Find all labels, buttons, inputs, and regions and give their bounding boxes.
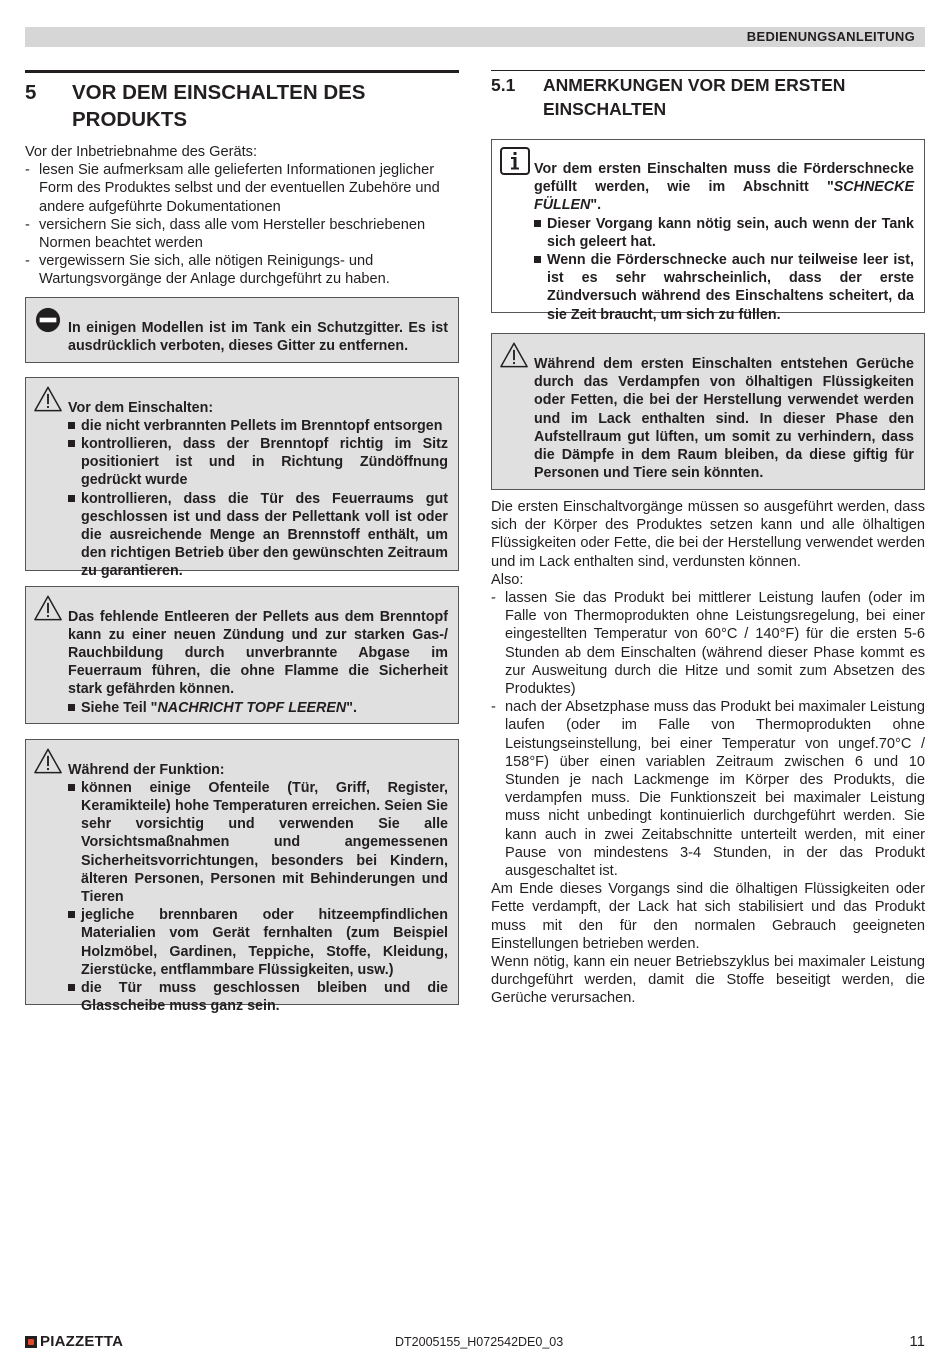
warning-icon (34, 595, 62, 621)
document-number: DT2005155_H072542DE0_03 (395, 1335, 564, 1349)
list-item: - lassen Sie das Produkt bei mittlerer Leistung laufen (oder im Falle von Thermoprodukten ohne Leistungsregelung, bei einer eingestellten Temperatur von 60°C / 140°F) für die ersten 5-6 Stunden ab dem Einschalten (während dieser Phase kommt es zur Ausweitung durch die Hitze und somit zum Absetzen des Produktes) (491, 589, 925, 698)
list-item: - nach der Absetzphase muss das Produkt bei maximaler Leistung laufen (oder im Falle von Thermoprodukten ohne Leistungseinstellung, bei einer Temperatur von ungef.70°C / 158°F) über einen variablen Zeitraum zwischen 6 und 10 Stunden je nach Lackmenge im Körper des Produkts, die verdampfen muss. Die Funktionszeit bei maximaler Leistung muss nicht unbedingt kontinuierlich durchgeführt werden. Sie kann auch in zwei Zeitabschnitte unterteilt werden, mit einer Pause von mindestens 3-4 Stunden, in der das Produkt ausgeschaltet ist. (491, 698, 925, 880)
ref-suffix: ". (346, 699, 357, 716)
brand-logo (25, 1333, 123, 1350)
list-item: können einige Ofenteile (Tür, Griff, Register, Keramikteile) hohe Temperaturen erreichen. Seien Sie sehr vorsichtig und verwenden Sie alle Vorsichtsmaßnahmen und angemessenen Sicherheitsvorrichtungen, besonders bei Kindern, älteren Personen, Personen mit Behinderungen und Tieren (68, 779, 448, 906)
list-item: - vergewissern Sie sich, alle nötigen Reinigungs- und Wartungsvorgänge der Anlage durchgeführt zu haben. (25, 252, 459, 288)
section-number: 5.1 (491, 75, 516, 95)
procedure-list (491, 589, 925, 880)
warning-box-empty-pot (25, 586, 459, 724)
list-item: die Tür muss geschlossen bleiben und die Glasscheibe muss ganz sein. (68, 979, 448, 1015)
warning-lead: Während der Funktion: (68, 761, 225, 778)
warning-icon (34, 386, 62, 412)
list-item: - versichern Sie sich, dass alle vom Hersteller beschriebenen Normen beachtet werden (25, 216, 459, 252)
list-item: kontrollieren, dass der Brenntopf richtig im Sitz positioniert ist und in Richtung Zündöffnung gedrückt wurde (68, 435, 448, 490)
warning-box-operation (25, 739, 459, 1015)
section-title: ANMERKUNGEN VOR DEM ERSTEN EINSCHALTEN (543, 75, 846, 119)
warning-box-before-start (25, 377, 459, 580)
intro-text: Vor der Inbetriebnahme des Geräts: (25, 144, 258, 160)
list-item: jegliche brennbaren oder hitzeempfindlichen Materialien vom Gerät fernhalten (zum Beispiel Holzmöbel, Gardinen, Teppiche, Stoffe, Kleidung, Zierstücke, entflammbare Flüssigkeiten, usw.) (68, 906, 448, 979)
warning-text: Das fehlende Entleeren der Pellets aus dem Brenntopf kann zu einer neuen Zündung und zur starken Gas-/ Rauchbildung durch unverbrannte Abgase im Feuerraum führen, die ohne Flamme die Sicherheit stark gefährden können. (68, 608, 448, 698)
right-column (491, 70, 925, 1008)
prohibition-box (25, 297, 459, 363)
footer (25, 1333, 925, 1353)
list-item: - lesen Sie aufmerksam alle gelieferten Informationen jeglicher Form des Produktes selbst und der eventuellen Zubehöre und andere aufgeführte Dokumentationen (25, 161, 459, 216)
reference-item (68, 699, 448, 717)
section-number: 5 (25, 81, 37, 104)
paragraph: Am Ende dieses Vorgangs sind die ölhaltigen Flüssigkeiten oder Fette verdampft, der Lack hat sich stabilisiert und das Produkt muss mit den für den normalen Gebrauch geeigneten Einstellungen betrieben werden. (491, 881, 925, 952)
section-5-1-heading (491, 70, 925, 121)
warning-list (68, 417, 448, 581)
header-bar (25, 27, 925, 47)
left-column (25, 70, 459, 1015)
warning-icon (500, 342, 528, 368)
warning-icon (34, 748, 62, 774)
brand-name: PIAZZETTA (40, 1333, 124, 1350)
info-lead-ref: SCHNECKE FÜLLEN (534, 179, 914, 214)
paragraph: Die ersten Einschaltvorgänge müssen so ausgeführt werden, dass sich der Körper des Produktes setzen kann und alle ölhaltigen Flüssigkeiten oder Fette, die bei der Herstellung verwendet werden und im Lack enthalten sind, verdunsten können. (491, 499, 925, 570)
info-lead (534, 160, 914, 215)
warning-list (68, 699, 448, 717)
brand-mark-icon (25, 1336, 37, 1348)
list-item: die nicht verbrannten Pellets im Brenntopf entsorgen (68, 417, 448, 435)
list-item: kontrollieren, dass die Tür des Feuerraums gut geschlossen ist und dass der Pellettank voll ist oder die ausreichende Menge an Brennstoff enthält, um den richtigen Betrieb über den gewünschten Zeitraum zu garantieren. (68, 490, 448, 581)
info-lead-prefix: Vor dem ersten Einschalten muss die Förderschnecke gefüllt werden, wie im Abschnitt " (534, 161, 914, 196)
ref-prefix: Siehe Teil " (81, 699, 158, 716)
first-start-body (491, 498, 925, 1008)
paragraph: Also: (491, 571, 524, 588)
warning-lead: Vor dem Einschalten: (68, 399, 214, 416)
prohibition-text: In einigen Modellen ist im Tank ein Schutzgitter. Es ist ausdrücklich verboten, dieses Gitter zu entfernen. (68, 319, 448, 354)
info-icon (500, 147, 530, 175)
section-5-heading (25, 70, 459, 133)
info-lead-suffix: ". (590, 197, 602, 214)
paragraph: Wenn nötig, kann ein neuer Betriebszyklus bei maximaler Leistung durchgeführt werden, damit die Stoffe beseitigt werden, die Gerüche verursachen. (491, 954, 925, 1007)
ref-name: NACHRICHT TOPF LEEREN (157, 699, 347, 716)
section-title: VOR DEM EINSCHALTEN DES PRODUKTS (72, 81, 366, 131)
header-title: BEDIENUNGSANLEITUNG (746, 29, 915, 44)
warning-box-first-start (491, 333, 925, 490)
list-item: Wenn die Förderschnecke auch nur teilweise leer ist, ist es sehr wahrscheinlich, dass der erste Zündversuch während des Einschaltens scheitert, da sie Zeit braucht, um sich zu füllen. (534, 251, 914, 324)
warning-text: Während dem ersten Einschalten entstehen Gerüche durch das Verdampfen von ölhaltigen Flüssigkeiten oder Fetten, die bei der Herstellung verwendet werden und im Lack enthalten sind. In dieser Phase den Aufstellraum gut lüften, um somit zu verhindern, dass die Dämpfe in dem Raum bleiben, da diese giftig für Personen und Tiere sein könnten. (534, 356, 914, 482)
info-list (534, 215, 914, 324)
list-item: Dieser Vorgang kann nötig sein, auch wenn der Tank sich geleert hat. (534, 215, 914, 251)
prohibition-icon (34, 307, 62, 333)
info-box (491, 139, 925, 323)
precheck-list (25, 161, 459, 288)
warning-list (68, 779, 448, 1016)
page-number: 11 (909, 1333, 925, 1350)
